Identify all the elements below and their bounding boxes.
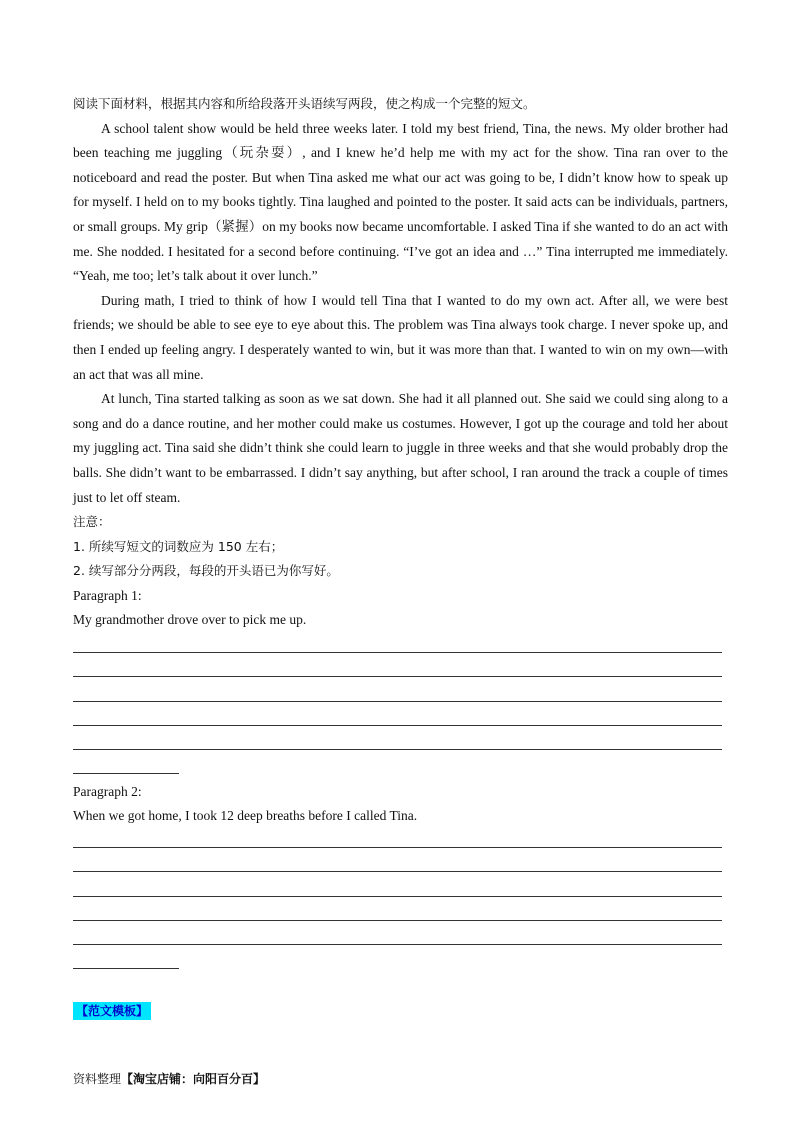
writing-line[interactable] xyxy=(73,920,722,921)
footer-shop: 【淘宝店铺：向阳百分百】 xyxy=(121,1072,266,1086)
footer-prefix: 资料整理 xyxy=(73,1072,122,1086)
passage xyxy=(73,92,728,633)
writing-line-short[interactable] xyxy=(73,968,179,969)
story-paragraph-2: During math, I tried to think of how I would tell Tina that I wanted to do my own act. After all, we were best friends; we should be able to see eye to eye about this. The problem was Tina always took charge. I never spoke up, and then I ended up feeling angry. I desperately wanted to win, but it was more than that. I wanted to win on my own—with an act that was all mine. xyxy=(73,292,728,382)
paragraph-1-label: Paragraph 1: xyxy=(73,587,142,603)
paragraph-2-opening: When we got home, I took 12 deep breaths before I called Tina. xyxy=(73,808,418,823)
writing-line[interactable] xyxy=(73,652,722,653)
footer xyxy=(73,1070,265,1087)
paragraph-2-label: Paragraph 2: xyxy=(73,784,142,799)
instruction-text: 阅读下面材料，根据其内容和所给段落开头语续写两段，使之构成一个完整的短文。 xyxy=(73,96,536,111)
writing-line[interactable] xyxy=(73,676,722,677)
writing-line[interactable] xyxy=(73,896,722,897)
writing-line[interactable] xyxy=(73,871,722,872)
story-paragraph-3: At lunch, Tina started talking as soon as we sat down. She had it all planned out. She said we could sing along to a song and do a dance routine, and her mother could make us costumes. However, I got up the courage and told her about my juggling act. Tina said she didn’t think she could learn to juggle in three weeks and that she would probably drop the balls. She didn’t want to be embarrassed. I didn’t say anything, but after school, I ran around the track a couple of times just to let off steam. xyxy=(73,391,728,505)
writing-line-short[interactable] xyxy=(73,773,179,774)
writing-line[interactable] xyxy=(73,944,722,945)
story-paragraph-1: A school talent show would be held three weeks later. I told my best friend, Tina, the news. My older brother had been teaching me juggling（玩杂耍）, and I knew he’d help me with my act for the show. Tina ran over to the noticeboard and read the poster. But when Tina asked me what our act was going to be, I didn’t know how to speak up for myself. I held on to my books tightly. Tina laughed and pointed to the poster. It said acts can be individuals, partners, or small groups. My grip（紧握）on my books now became uncomfortable. I asked Tina if she wanted to do an act with me. She nodded. I hesitated for a second before continuing. “I’ve got an idea and …” Tina interrupted me immediately. “Yeah, me too; let’s talk about it over lunch.” xyxy=(73,120,728,284)
template-badge: 【范文模板】 xyxy=(73,1002,151,1020)
paragraph-1-opening: My grandmother drove over to pick me up. xyxy=(73,612,307,628)
note-item-2: 2. 续写部分分两段，每段的开头语已为你写好。 xyxy=(73,563,339,579)
note-item-1: 1. 所续写短文的词数应为 150 左右； xyxy=(73,538,284,554)
writing-line[interactable] xyxy=(73,749,722,750)
writing-line[interactable] xyxy=(73,847,722,848)
writing-line[interactable] xyxy=(73,725,722,726)
writing-line[interactable] xyxy=(73,701,722,702)
notes-heading: 注意： xyxy=(73,514,111,530)
